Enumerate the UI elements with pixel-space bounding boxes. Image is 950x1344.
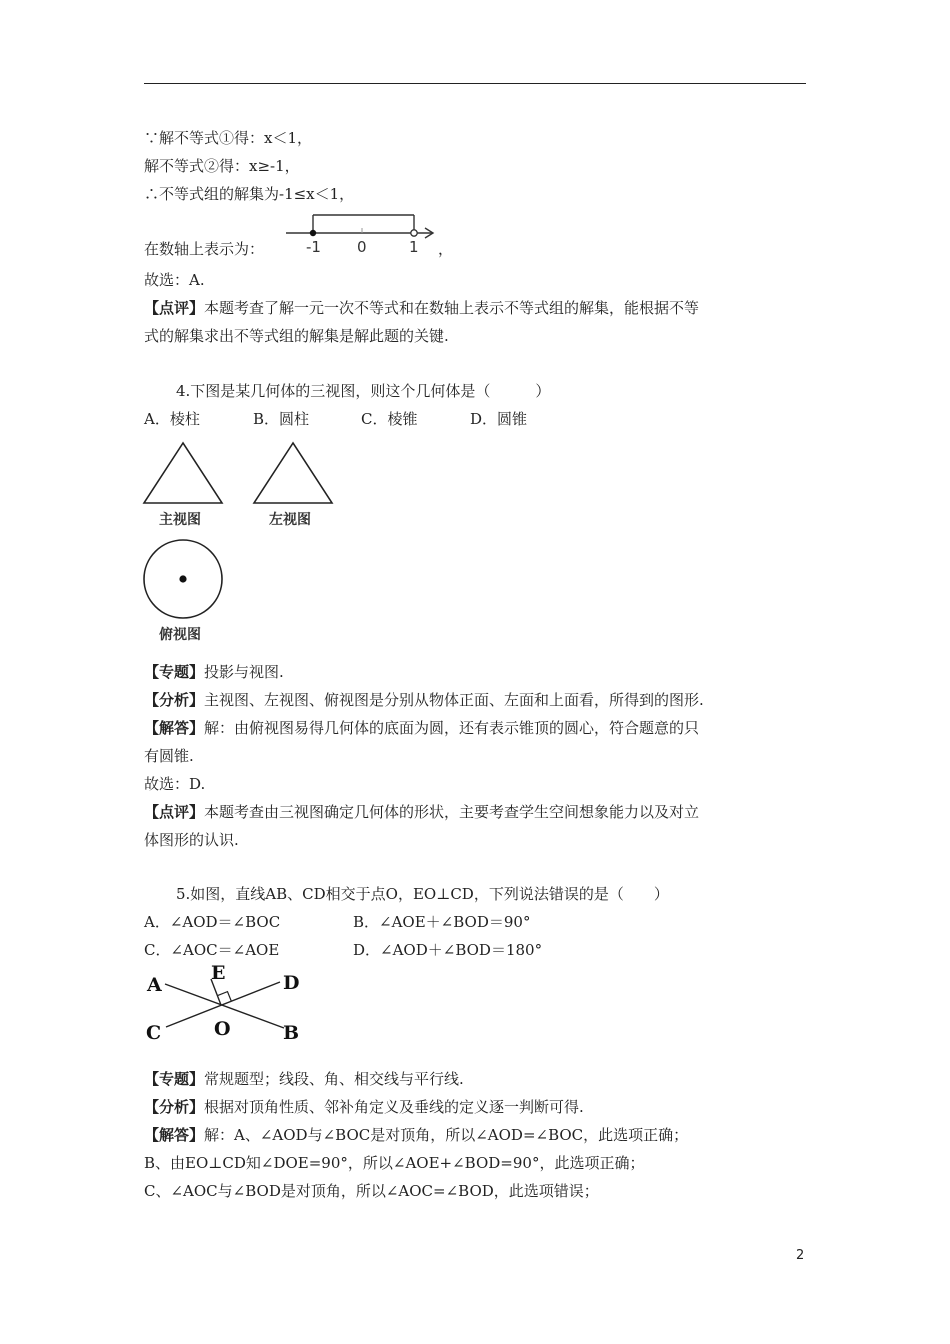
q4-answer-text: 解：由俯视图易得几何体的底面为圆，还有表示锥顶的圆心，符合题意的只 [204,719,700,737]
top-view-caption: 俯视图 [159,627,201,643]
point-label-C: C [146,1022,162,1044]
number-line-figure [282,208,442,258]
q5-answer-text: 解：A、∠AOD与∠BOC是对顶角，所以∠AOD=∠BOC，此选项正确； [204,1126,689,1144]
q5-topic [144,1069,464,1089]
closed-dot-minus-one [310,230,316,236]
front-view-caption: 主视图 [159,512,201,528]
point-label-A: A [147,974,162,996]
q5-option-d: D．∠AOD＋∠BOD＝180° [353,941,543,959]
q4-answer-2: 有圆锥. [144,747,194,765]
q4-topic-text: 投影与视图. [204,663,284,681]
q5-option-c: C．∠AOC＝∠AOE [144,941,280,959]
q4-topic-tag: 【专题】 [144,663,205,681]
q4-topic [144,662,284,682]
point-label-D: D [283,972,300,994]
point-label-E: E [211,962,226,984]
tick-label-one: 1 [409,238,419,256]
point-label-B: B [283,1022,300,1044]
q5-analysis-tag: 【分析】 [144,1098,205,1116]
q4-answer-1 [144,718,699,738]
q4-comment-1 [144,802,699,822]
header-rule [144,83,806,84]
q4-analysis [144,690,704,710]
q4-option-b: B．圆柱 [253,410,310,428]
top-view-center-dot [179,575,186,582]
q4-analysis-text: 主视图、左视图、俯视图是分别从物体正面、左面和上面看，所得到的图形. [204,691,704,709]
left-view-caption: 左视图 [269,512,311,528]
q5-topic-tag: 【专题】 [144,1070,205,1088]
line-solve-1: ∵解不等式①得：x＜1， [144,129,313,147]
q5-option-b: B．∠AOE＋∠BOD＝90° [353,913,531,931]
q4-comment-text: 本题考查由三视图确定几何体的形状，主要考查学生空间想象能力以及对立 [204,803,700,821]
tick-label-zero: 0 [357,238,367,256]
q5-line-b: B、由EO⊥CD知∠DOE=90°，所以∠AOE+∠BOD=90°，此选项正确； [144,1154,645,1172]
three-view-triangles [140,440,340,510]
line-comment-1 [144,298,699,318]
q5-line-c: C、∠AOC与∠BOD是对顶角，所以∠AOC=∠BOD，此选项错误； [144,1182,599,1200]
page-number: 2 [796,1248,805,1263]
line-solve-2: 解不等式②得：x≥-1， [144,157,300,175]
q4-choice: 故选：D. [144,775,206,793]
q4-answer-tag: 【解答】 [144,719,205,737]
q5-answer-tag: 【解答】 [144,1126,205,1144]
comment-tag: 【点评】 [144,299,205,317]
q4-stem: 4.下图是某几何体的三视图，则这个几何体是（ ） [176,382,551,400]
line-comment-2: 式的解集求出不等式组的解集是解此题的关键. [144,327,449,345]
q5-topic-text: 常规题型；线段、角、相交线与平行线. [204,1070,464,1088]
q4-comment-2: 体图形的认识. [144,831,239,849]
numberline-tail: ， [438,240,454,258]
numberline-intro-text: 在数轴上表示为： [144,240,265,258]
q5-stem: 5.如图，直线AB、CD相交于点O，EO⊥CD，下列说法错误的是（ ） [176,885,669,903]
point-label-O: O [214,1018,231,1040]
comment-text: 本题考查了解一元一次不等式和在数轴上表示不等式组的解集，能根据不等 [204,299,700,317]
line-solution-set: ∴不等式组的解集为-1≤x＜1， [144,185,355,203]
q4-option-a: A．棱柱 [144,410,200,428]
left-view-triangle [254,443,332,503]
line-choice-a: 故选：A. [144,271,205,289]
q4-analysis-tag: 【分析】 [144,691,205,709]
line-numberline-intro [144,239,264,259]
q4-option-c: C．棱锥 [361,410,418,428]
q5-analysis-text: 根据对顶角性质、邻补角定义及垂线的定义逐一判断可得. [204,1098,584,1116]
q4-option-d: D．圆锥 [470,410,528,428]
top-view-circle-figure [140,538,230,622]
tick-label-minus-one: -1 [306,238,321,256]
front-view-triangle [144,443,222,503]
q5-answer [144,1125,688,1145]
open-dot-one [411,230,417,236]
q4-comment-tag: 【点评】 [144,803,205,821]
q5-analysis [144,1097,584,1117]
q5-option-a: A．∠AOD＝∠BOC [144,913,281,931]
